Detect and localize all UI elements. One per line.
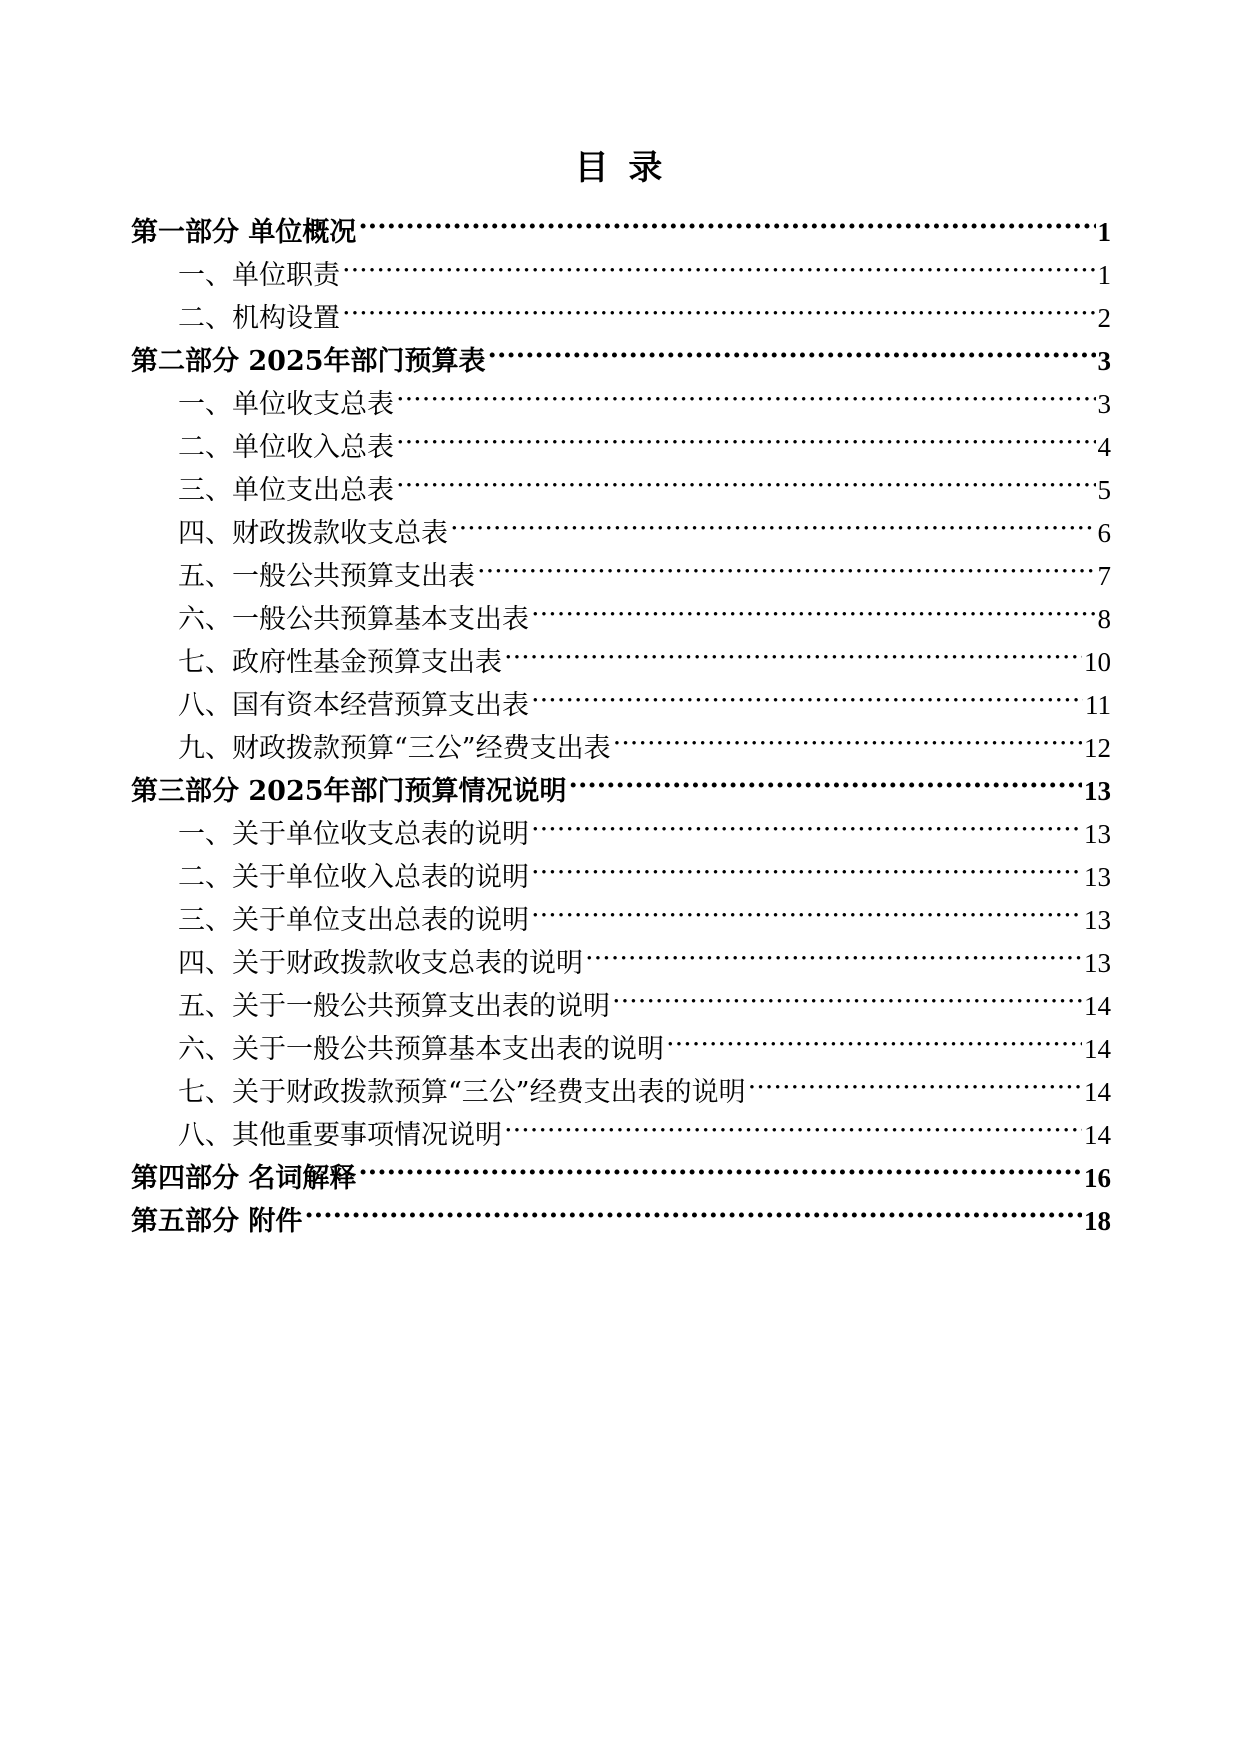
toc-dot-leader xyxy=(531,585,1096,628)
toc-dot-leader xyxy=(504,628,1082,671)
toc-dot-leader xyxy=(396,456,1096,499)
toc-entry-page: 14 xyxy=(1084,1077,1111,1107)
toc-entry-page: 13 xyxy=(1084,862,1111,892)
toc-entry-text: 第四部分 名词解释 xyxy=(131,1163,357,1194)
toc-entry-text: 一、单位职责 xyxy=(178,260,340,291)
toc-entry-text: 七、关于财政拨款预算“三公”经费支出表的说明 xyxy=(178,1077,746,1108)
toc-entry-text: 五、一般公共预算支出表 xyxy=(178,561,475,592)
toc-entry-page: 2 xyxy=(1097,303,1111,333)
toc-entry-page: 5 xyxy=(1097,475,1111,505)
toc-title: 目 录 xyxy=(574,148,667,188)
toc-entry-page: 14 xyxy=(1084,991,1111,1021)
toc-entry-page: 13 xyxy=(1084,948,1111,978)
toc-entry-page: 3 xyxy=(1097,389,1111,419)
toc-entry-text: 第一部分 单位概况 xyxy=(131,217,357,248)
toc-dot-leader xyxy=(531,886,1082,929)
toc-entry-text: 五、关于一般公共预算支出表的说明 xyxy=(178,991,610,1022)
toc-dot-leader xyxy=(342,284,1096,327)
toc-dot-leader xyxy=(504,1101,1082,1144)
toc-entry-page: 18 xyxy=(1084,1206,1111,1236)
toc-dot-leader xyxy=(488,327,1096,370)
toc-dot-leader xyxy=(569,757,1082,800)
toc-entry-page: 3 xyxy=(1097,346,1111,376)
toc-entry-page: 14 xyxy=(1084,1120,1111,1150)
toc-entry-text: 第二部分 2025年部门预算表 xyxy=(131,346,486,377)
toc-entry-page: 16 xyxy=(1084,1163,1111,1193)
toc-entry-page: 13 xyxy=(1084,776,1111,806)
toc-dot-leader xyxy=(666,1015,1082,1058)
toc-entry-text: 二、关于单位收入总表的说明 xyxy=(178,862,529,893)
toc-entry-text: 六、关于一般公共预算基本支出表的说明 xyxy=(178,1034,664,1065)
toc-entry-text: 二、机构设置 xyxy=(178,303,340,334)
toc-dot-leader xyxy=(613,714,1082,757)
toc-entry-text: 八、国有资本经营预算支出表 xyxy=(178,690,529,721)
toc-entry-page: 7 xyxy=(1097,561,1111,591)
toc-dot-leader xyxy=(531,671,1083,714)
toc-entry-page: 10 xyxy=(1084,647,1111,677)
toc-entry-page: 4 xyxy=(1097,432,1111,462)
toc-entry-page: 1 xyxy=(1097,217,1111,247)
toc-entry-text: 一、单位收支总表 xyxy=(178,389,394,420)
toc-entry-page: 14 xyxy=(1084,1034,1111,1064)
toc-entry-text: 九、财政拨款预算“三公”经费支出表 xyxy=(178,733,611,764)
toc-entry-text: 一、关于单位收支总表的说明 xyxy=(178,819,529,850)
toc-entry-page: 11 xyxy=(1085,690,1111,720)
toc-dot-leader xyxy=(612,972,1082,1015)
toc-dot-leader xyxy=(396,370,1096,413)
toc-dot-leader xyxy=(531,843,1082,886)
table-of-contents xyxy=(131,198,1111,1237)
toc-dot-leader xyxy=(304,1187,1082,1230)
toc-dot-leader xyxy=(358,1144,1082,1187)
toc-entry-text: 七、政府性基金预算支出表 xyxy=(178,647,502,678)
toc-entry-text: 第五部分 附件 xyxy=(131,1206,303,1237)
toc-entry-text: 三、关于单位支出总表的说明 xyxy=(178,905,529,936)
toc-entry-text: 四、财政拨款收支总表 xyxy=(178,518,448,549)
toc-entry-text: 三、单位支出总表 xyxy=(178,475,394,506)
toc-entry[interactable] xyxy=(131,198,1111,248)
toc-entry-page: 13 xyxy=(1084,819,1111,849)
toc-dot-leader xyxy=(585,929,1082,972)
toc-entry-page: 12 xyxy=(1084,733,1111,763)
toc-entry-page: 8 xyxy=(1097,604,1111,634)
toc-entry-text: 四、关于财政拨款收支总表的说明 xyxy=(178,948,583,979)
toc-entry-text: 二、单位收入总表 xyxy=(178,432,394,463)
toc-dot-leader xyxy=(450,499,1096,542)
toc-entry-text: 六、一般公共预算基本支出表 xyxy=(178,604,529,635)
toc-entry-text: 八、其他重要事项情况说明 xyxy=(178,1120,502,1151)
toc-entry-page: 1 xyxy=(1097,260,1111,290)
toc-entry-page: 6 xyxy=(1097,518,1111,548)
toc-dot-leader xyxy=(342,241,1096,284)
toc-dot-leader xyxy=(531,800,1082,843)
toc-dot-leader xyxy=(396,413,1096,456)
toc-entry-page: 13 xyxy=(1084,905,1111,935)
toc-entry-text: 第三部分 2025年部门预算情况说明 xyxy=(131,776,567,807)
toc-dot-leader xyxy=(477,542,1096,585)
toc-dot-leader xyxy=(748,1058,1082,1101)
toc-dot-leader xyxy=(358,198,1095,241)
